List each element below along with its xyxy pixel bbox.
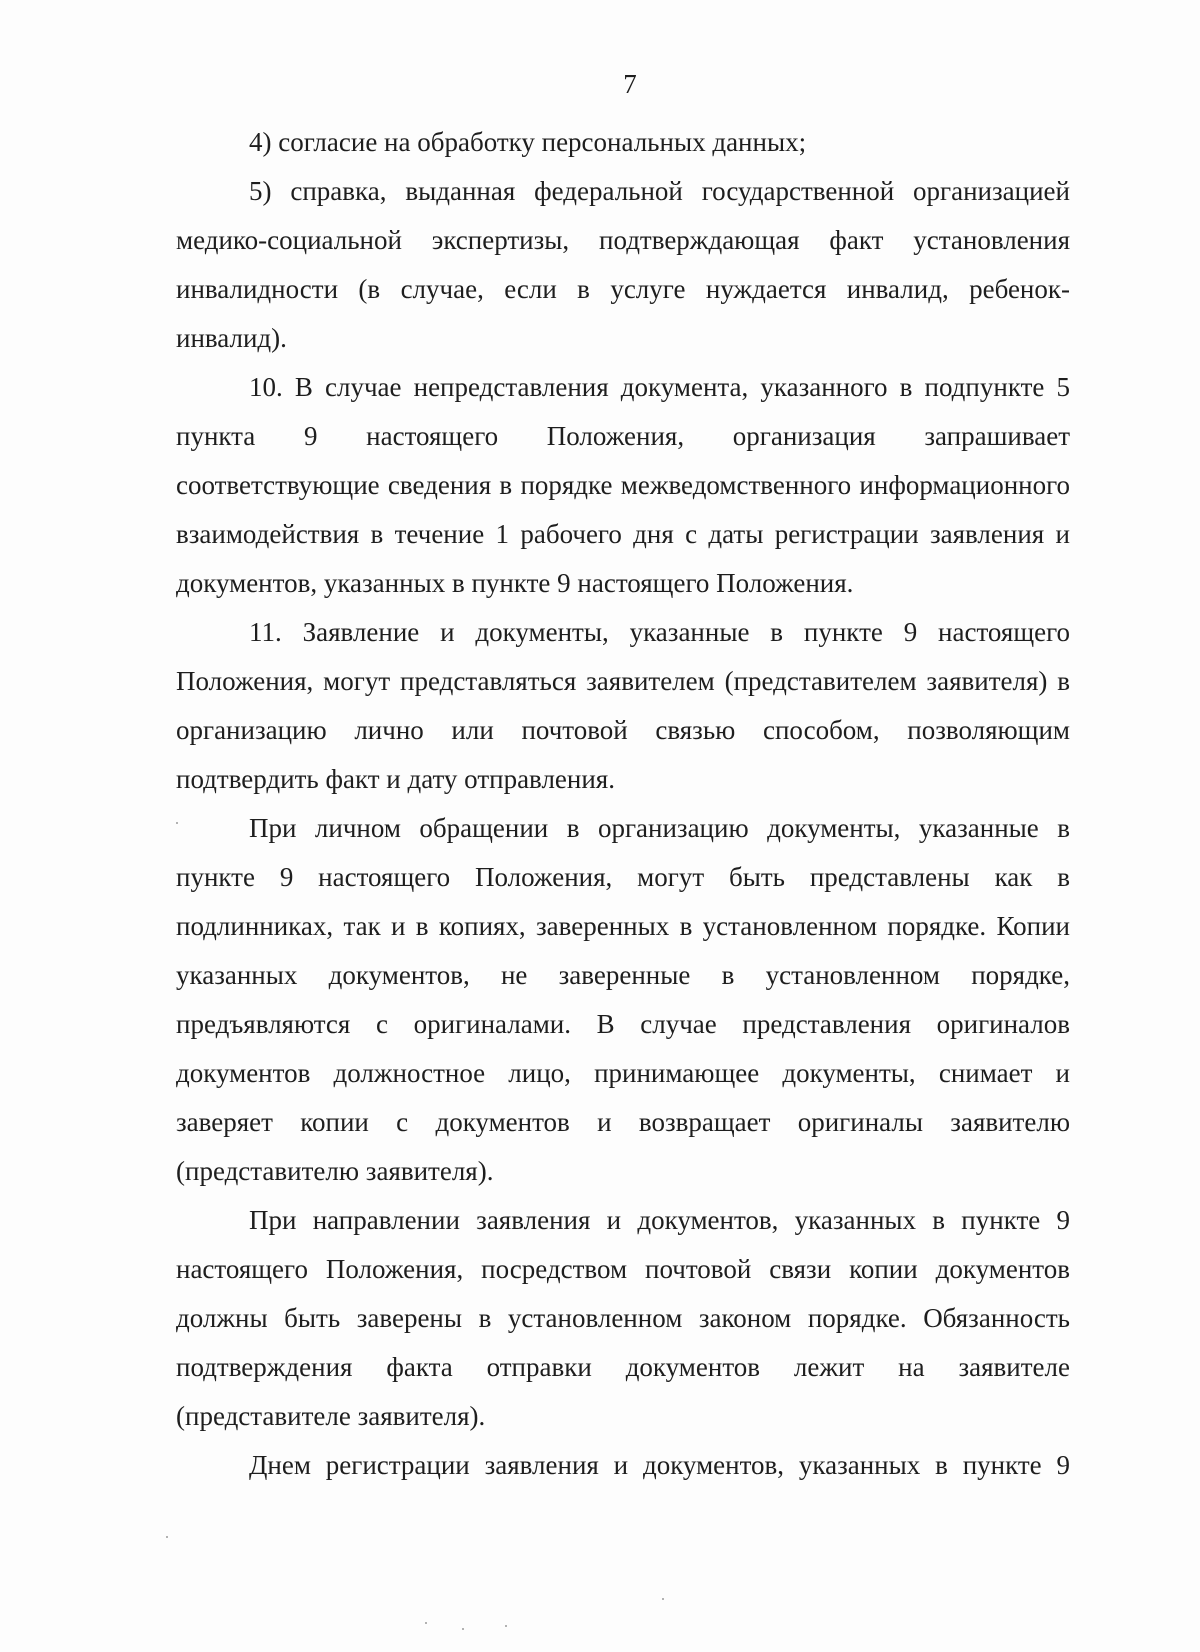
scan-speck (462, 1628, 464, 1630)
document-body (176, 118, 1070, 1490)
paragraph-registration-day: Днем регистрации заявления и документов, указанных в пункте 9 (249, 1450, 1070, 1480)
paragraph-personal-submission: При личном обращении в организацию документы, указанные в пункте 9 настоящего Положения, могут быть представлены как в подлинниках, так и в копиях, заверенных в установленном порядке. Копии указанных документов, не заверенные в установленном порядке, предъявляются с оригиналами. В случае представления оригиналов документов должностное лицо, принимающее документы, снимает и заверяет копии с документов и возвращает оригиналы заявителю (представителю заявителя). (176, 813, 1070, 1186)
paragraph-postal-submission: При направлении заявления и документов, указанных в пункте 9 настоящего Положения, посредством почтовой связи копии документов должны быть заверены в установленном законом порядке. Обязанность подтверждения факта отправки документов лежит на заявителе (представителе заявителя). (176, 1205, 1070, 1431)
scan-speck (662, 1598, 664, 1600)
page-number: 7 (623, 69, 637, 99)
scan-speck (505, 1625, 507, 1627)
scan-speck (176, 822, 178, 824)
scan-speck (166, 1536, 168, 1538)
paragraph-clause-11: 11. Заявление и документы, указанные в пункте 9 настоящего Положения, могут представляться заявителем (представителем заявителя) в организацию лично или почтовой связью способом, позволяющим подтвердить факт и дату отправления. (176, 617, 1070, 794)
paragraph-item-5: 5) справка, выданная федеральной государственной организацией медико-социальной экспертизы, подтверждающая факт установления инвалидности (в случае, если в услуге нуждается инвалид, ребенок-инвалид). (176, 176, 1070, 353)
paragraph-item-4: 4) согласие на обработку персональных данных; (249, 127, 807, 157)
scan-speck (425, 1622, 427, 1624)
paragraph-clause-10: 10. В случае непредставления документа, указанного в подпункте 5 пункта 9 настоящего Положения, организация запрашивает соответствующие сведения в порядке межведомственного информационного взаимодействия в течение 1 рабочего дня с даты регистрации заявления и документов, указанных в пункте 9 настоящего Положения. (176, 372, 1070, 598)
